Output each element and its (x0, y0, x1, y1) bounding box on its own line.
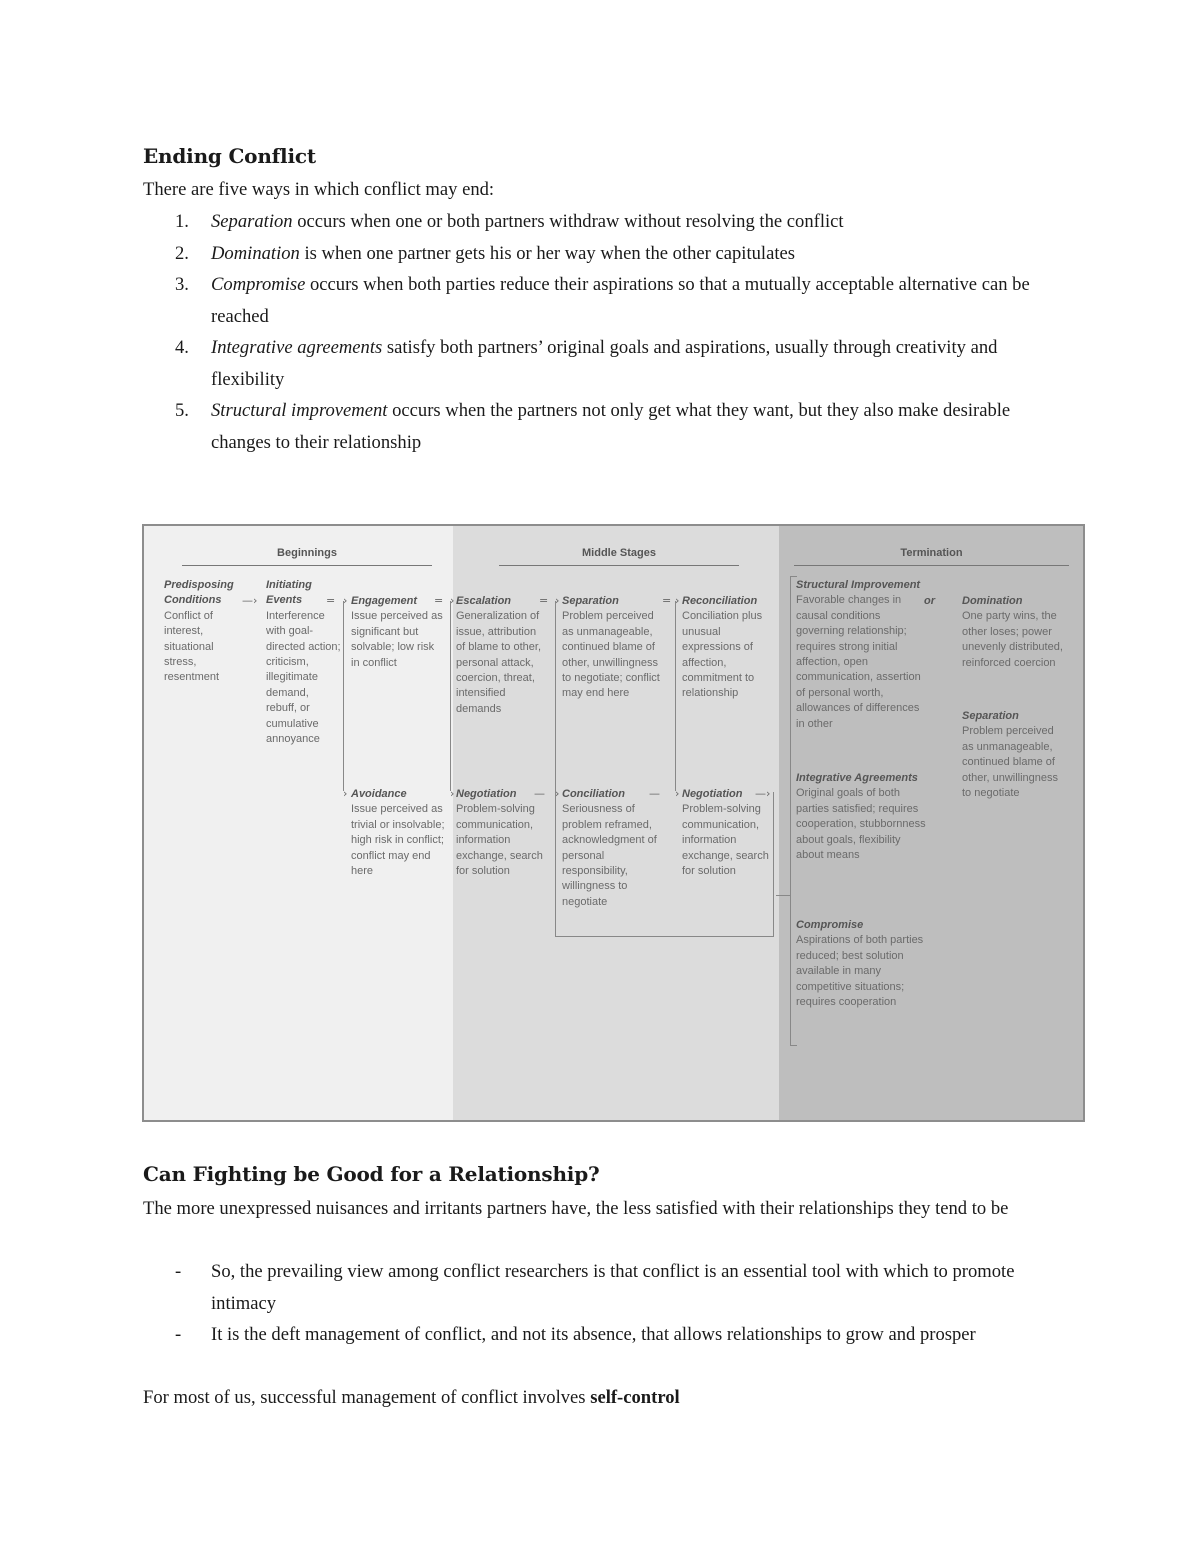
arrow-icon: —› (242, 594, 258, 607)
node-compromise: Compromise Aspirations of both parties reduced; best solution available in many competitive situations; requires cooperation (796, 919, 924, 1009)
list-item (143, 269, 1063, 332)
dash-marker: - (175, 1324, 182, 1345)
list-term: Structural improvement (211, 400, 388, 421)
node-domination: Domination One party wins, the other loses; power unevenly distributed, reinforced coercion (962, 595, 1063, 669)
node-reconciliation: Reconciliation Conciliation plus unusual expressions of affection, commitment to relationship (682, 595, 763, 700)
arrow-icon: › (450, 787, 455, 800)
ending-conflict-list (143, 206, 1063, 458)
section-title-ending-conflict: Ending Conflict (143, 144, 316, 168)
node-integrative-agreements: Integrative Agreements Original goals of both parties satisfied; requires cooperation, stubbornness about goals, flexibility about means (796, 772, 926, 862)
list-text: is when one partner gets his or her way when the other capitulates (299, 242, 796, 264)
arrow-icon: › (450, 594, 455, 607)
arrow-icon: — (649, 787, 660, 800)
arrow-icon: › (675, 787, 680, 800)
or-label: or (924, 595, 935, 607)
connector-line (773, 792, 774, 937)
section-title-fighting-good: Can Fighting be Good for a Relationship? (143, 1162, 600, 1186)
intro-text: There are five ways in which conflict may end: (143, 179, 495, 200)
stage-title-termination: Termination (900, 547, 963, 559)
list-term: Compromise (211, 274, 306, 295)
list-item (143, 395, 1063, 458)
arrow-icon: › (555, 787, 560, 800)
node-separation-end: Separation Problem perceived as unmanageable, continued blame of other, unwillingness to negotiate (962, 710, 1059, 800)
connector-line (555, 936, 774, 937)
arrow-icon: —› (755, 787, 771, 800)
arrow-icon: › (343, 787, 348, 800)
connector-line (776, 895, 790, 896)
stage-rule (182, 565, 432, 566)
list-text: occurs when one or both partners withdraw without resolving the conflict (292, 211, 844, 232)
list-text: satisfy both partners’ original goals and aspirations, usually through creativity and flexibility (211, 337, 998, 390)
list-term: Domination (211, 242, 300, 264)
node-escalation: Escalation Generalization of issue, attribution of blame to other, personal attack, coercion, threat, intensified demands (456, 595, 541, 715)
stage-rule (499, 565, 739, 566)
node-structural-improvement: Structural Improvement Favorable changes in causal conditions governing relationship; requires strong initial affection, open communication, assertion of personal worth, allowances of differences in other (796, 579, 921, 730)
list-term: Integrative agreements (211, 337, 383, 358)
arrow-icon: › (555, 594, 560, 607)
node-avoidance: Avoidance Issue perceived as trivial or insolvable; high risk in conflict; conflict may end here (351, 788, 445, 878)
node-engagement: Engagement Issue perceived as significant but solvable; low risk in conflict (351, 595, 443, 669)
node-conciliation: Conciliation Seriousness of problem reframed, acknowledgment of personal responsibility, willingness to negotiate (562, 788, 657, 908)
list-text: It is the deft management of conflict, and not its absence, that allows relationships to grow and prosper (211, 1324, 976, 1345)
list-item (143, 206, 1063, 238)
stage-title-middle: Middle Stages (582, 547, 656, 559)
list-item (143, 1256, 1063, 1319)
node-negotiation-1: Negotiation Problem-solving communication, information exchange, search for solution (456, 788, 543, 878)
arrow-icon: — (534, 787, 545, 800)
arrow-icon: = (662, 594, 672, 607)
node-predisposing: Predisposing Conditions Conflict of interest, situational stress, resentment (164, 579, 234, 684)
dash-marker: - (175, 1261, 182, 1282)
arrow-icon: = (326, 594, 336, 607)
arrow-icon: › (675, 594, 680, 607)
list-number: 2. (175, 242, 189, 264)
stage-rule (794, 565, 1069, 566)
list-number: 5. (175, 400, 189, 421)
node-initiating-events: Initiating Events Interference with goal-directed action; criticism, illegitimate demand, rebuff, or cumulative annoyance (266, 579, 341, 746)
arrow-icon: › (343, 594, 348, 607)
conflict-stages-diagram (142, 524, 1085, 1122)
list-term: Separation (211, 211, 293, 232)
closing-text (143, 1382, 1073, 1414)
list-item (143, 1319, 1063, 1351)
list-item (143, 332, 1063, 395)
node-negotiation-2: Negotiation Problem-solving communication, information exchange, search for solution (682, 788, 769, 878)
list-text: occurs when the partners not only get what they want, but they also make desirable changes to their relationship (211, 400, 1011, 453)
connector-line (343, 601, 344, 791)
closing-bold: self-control (590, 1387, 680, 1408)
closing-prefix: For most of us, successful management of conflict involves (143, 1387, 591, 1408)
list-text: occurs when both parties reduce their aspirations so that a mutually acceptable alternative can be reached (211, 274, 1030, 327)
arrow-icon: = (434, 594, 444, 607)
list-number: 1. (175, 211, 189, 232)
fighting-bullet-list (143, 1256, 1063, 1351)
stage-title-beginnings: Beginnings (277, 547, 337, 559)
connector-line (675, 601, 676, 791)
node-separation-mid: Separation Problem perceived as unmanageable, continued blame of other, unwillingness to negotiate; conflict may end here (562, 595, 660, 700)
list-number: 3. (175, 274, 189, 295)
connector-line (450, 601, 451, 791)
section2-intro: The more unexpressed nuisances and irritants partners have, the less satisfied with their relationships they tend to be (143, 1198, 1009, 1219)
list-text: So, the prevailing view among conflict researchers is that conflict is an essential tool with which to promote intimacy (211, 1261, 1015, 1314)
list-number: 4. (175, 337, 189, 358)
connector-line (555, 601, 556, 936)
list-item (143, 238, 1063, 270)
arrow-icon: = (539, 594, 549, 607)
